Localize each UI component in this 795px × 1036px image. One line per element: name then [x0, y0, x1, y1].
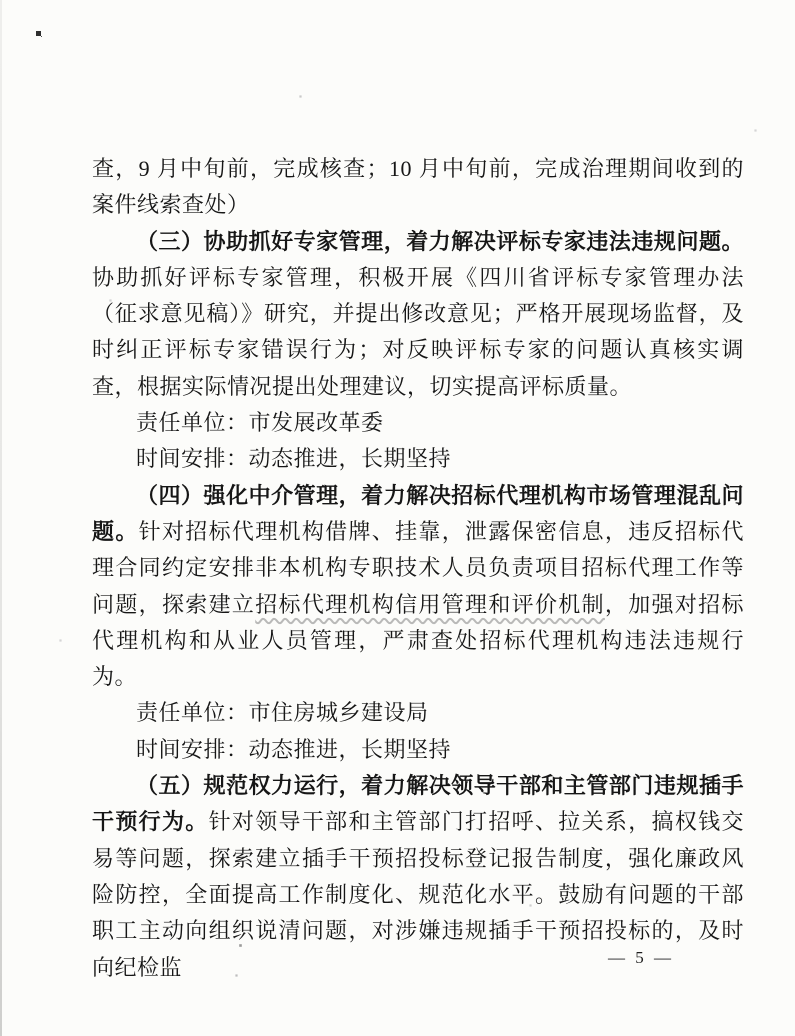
- section-3-responsible-unit: [92, 405, 744, 441]
- section-5-body: 针对领导干部和主管部门打招呼、拉关系，搞权钱交易等问题，探索建立插手干预招投标登记报告制度，强化廉政风险防控，全面提高工作制度化、规范化水平。鼓励有问题的干部职工主动向组织说清问题，对涉嫌违规插手干预招投标的，及时向纪检监: [92, 809, 744, 980]
- paragraph-continuation: [92, 151, 744, 224]
- section-4-schedule: [92, 732, 744, 768]
- page-number: — 5 —: [608, 948, 674, 967]
- responsible-unit-text: 责任单位：市住房城乡建设局: [136, 700, 429, 726]
- section-3-body: 协助抓好评标专家管理，积极开展《四川省评标专家管理办法（征求意见稿）》研究，并提出修改意见；严格开展现场监督，及时纠正评标专家错误行为；对反映评标专家的问题认真核实调查，根据实际情况提出处理建议，切实提高评标质量。: [92, 264, 744, 399]
- section-3-heading: （三）协助抓好专家管理，着力解决评标专家违法违规问题。: [136, 228, 744, 254]
- section-3-paragraph: [92, 224, 744, 405]
- section-4-body-start: 针对招标代理机构借牌、挂靠，泄露保密信息，违反招标代理合同约定安排非本机构专职技术人员负责项目招标代理工作等问题，探索建立: [92, 518, 744, 617]
- schedule-text: 时间安排：动态推进，长期坚持: [136, 736, 452, 762]
- scan-speck: [36, 31, 41, 36]
- section-4-heading: （四）强化中介管理，着力解决招标代理机构市场管理混乱问题。: [92, 482, 744, 544]
- section-4-paragraph: [92, 478, 744, 696]
- section-5-heading: （五）规范权力运行，着力解决领导干部和主管部门违规插手干预行为。: [92, 773, 744, 835]
- section-3-schedule: [92, 441, 744, 477]
- document-body: [92, 151, 744, 986]
- responsible-unit-text: 责任单位：市发展改革委: [136, 410, 384, 436]
- section-4-body-end: ，加强对招标代理机构和从业人员管理，严肃查处招标代理机构违法违规行为。: [92, 591, 744, 690]
- scan-edge-shadow: [0, 0, 2, 1036]
- section-4-body-underlined: 招标代理机构信用管理和评价机制: [255, 591, 605, 617]
- continuation-text: 查，9 月中旬前，完成核查；10 月中旬前，完成治理期间收到的案件线索查处）: [92, 156, 744, 218]
- scan-noise: [0, 0, 1, 1]
- schedule-text: 时间安排：动态推进，长期坚持: [136, 446, 452, 472]
- section-4-responsible-unit: [92, 695, 744, 731]
